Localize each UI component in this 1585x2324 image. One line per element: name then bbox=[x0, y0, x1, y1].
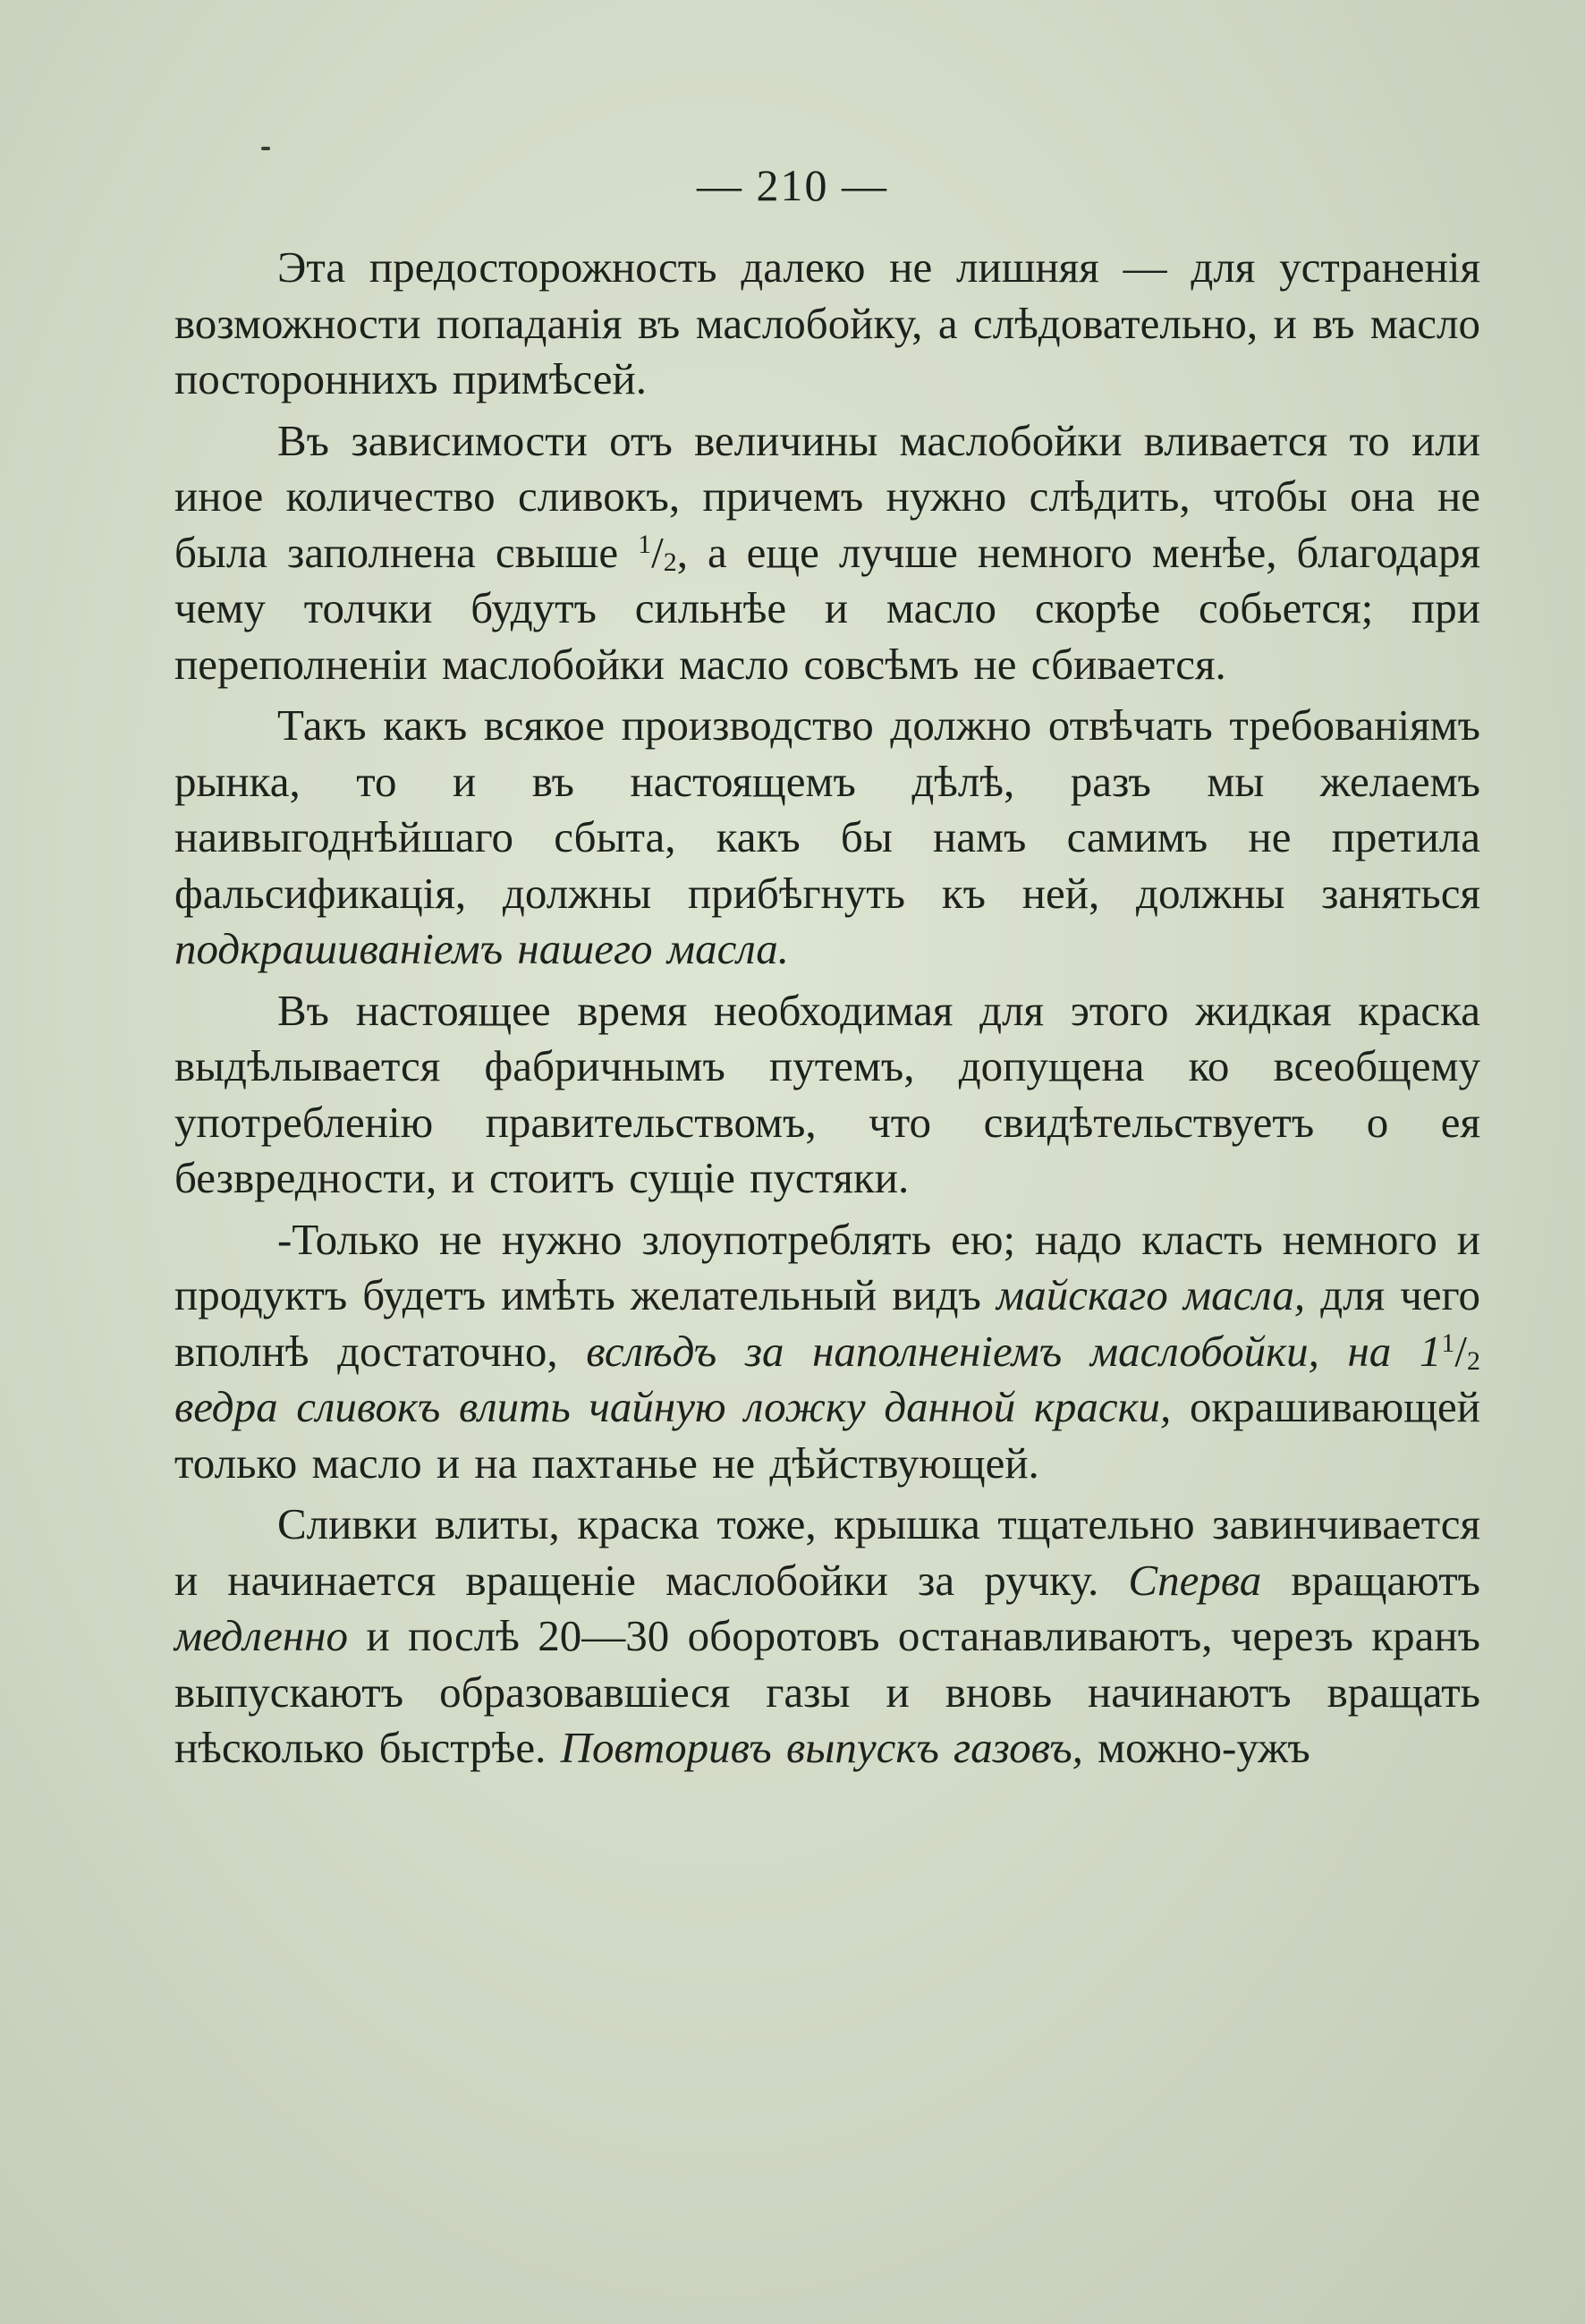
paragraph-dye-production bbox=[174, 983, 1480, 1207]
paragraph-churning bbox=[174, 1497, 1480, 1777]
paragraph-text: Въ зависимости отъ величины маслобойки вливается то или иное количество сливокъ, причемъ нужно слѣдить, чтобы она не была заполнена свыше bbox=[174, 415, 1480, 577]
paragraph-text: -Только не нужно злоупотреблять ею; надо класть немного и продуктъ будетъ имѣть желательный видъ bbox=[174, 1214, 1480, 1319]
fraction-denominator: 2 bbox=[663, 547, 677, 577]
paragraph-text: , а еще лучше немного менѣе, благодаря чему толчки будутъ сильнѣе и масло скорѣе собьется; при переполненіи маслобойки масло совсѣмъ не сбивается. bbox=[174, 527, 1480, 689]
paragraph-text: и послѣ 20—30 оборотовъ останавливаютъ, черезъ кранъ выпускаютъ образовавшіеся газы и вновь начинаютъ вращать нѣсколько быстрѣе. bbox=[174, 1611, 1480, 1772]
fraction-denominator: 2 bbox=[1467, 1345, 1480, 1376]
ink-speck bbox=[261, 147, 270, 150]
emphasis-text: Сперва bbox=[1128, 1555, 1262, 1605]
emphasis-text: майскаго масла, bbox=[996, 1270, 1306, 1319]
paragraph-text: можно-ужъ bbox=[1082, 1723, 1310, 1772]
fraction-numerator: 1 bbox=[1441, 1327, 1455, 1358]
page-number: — 210 — bbox=[697, 160, 888, 210]
emphasis-text: медленно bbox=[174, 1611, 349, 1660]
paragraph-text: вращаютъ bbox=[1261, 1555, 1480, 1605]
emphasis-text: ведра сливокъ влить чайную ложку данной краски, bbox=[174, 1382, 1172, 1431]
paragraph-precaution bbox=[174, 240, 1480, 408]
paragraph-text: Такъ какъ всякое производство должно отвѣчать требованіямъ рынка, то и въ настоящемъ дѣлѣ, разъ мы желаемъ наивыгоднѣйшаго сбыта, какъ бы намъ самимъ не претила фальсификація, должны прибѣгнуть къ ней, должны заняться bbox=[174, 700, 1480, 918]
paragraph-market-demands bbox=[174, 698, 1480, 978]
fraction-numerator: 1 bbox=[638, 529, 652, 559]
paragraph-text: Эта предосторожность далеко не лишняя — для устраненія возможности попаданія въ маслобойку, а слѣдовательно, и въ масло постороннихъ примѣсей. bbox=[174, 242, 1480, 403]
emphasis-text: Повторивъ выпускъ газовъ, bbox=[560, 1723, 1083, 1772]
paragraph-cream-volume: Въ зависимости отъ величины маслобойки вливается то или иное количество сливокъ, причемъ нужно слѣдить, чтобы она не была заполнена свыше $^1/_2$, а еще лучше немного менѣе, благодаря чему толчки будутъ сильнѣе и масло скорѣе собьется; при переполненіи маслобойки масло совсѣмъ не сбивается. bbox=[174, 415, 1480, 689]
paragraph-dye-usage: -Только не нужно злоупотреблять ею; надо класть немного и продуктъ будетъ имѣть желательный видъ майскаго масла, для чего вполнѣ достаточно, вслѣдъ за наполненіемъ маслобойки, на $1^1/_2$ ведра сливокъ влить чайную ложку данной краски, окрашивающей только масло и на пахтанье не дѣйствующей. bbox=[174, 1214, 1480, 1488]
emphasis-text: подкрашиваніемъ нашего масла. bbox=[174, 924, 790, 973]
page-body bbox=[174, 240, 1480, 1777]
paragraph-text: окрашивающей только масло и на пахтанье не дѣйствующей. bbox=[174, 1382, 1480, 1488]
paragraph-text: Сливки влиты, краска тоже, крышка тщательно завинчивается и начинается вращеніе маслобойки за ручку. bbox=[174, 1499, 1480, 1605]
paragraph-text: Въ настоящее время необходимая для этого жидкая краска выдѣлывается фабричнымъ путемъ, допущена ко всеобщему употребленію правительствомъ, что свидѣтельствуетъ о ея безвредности, и стоитъ сущіе пустяки. bbox=[174, 985, 1480, 1202]
emphasis-text: вслѣдъ за наполненіемъ маслобойки, на bbox=[586, 1326, 1420, 1376]
mixed-number-whole: 1 bbox=[1419, 1326, 1442, 1376]
paragraph-text: для чего вполнѣ достаточно, bbox=[174, 1270, 1480, 1376]
